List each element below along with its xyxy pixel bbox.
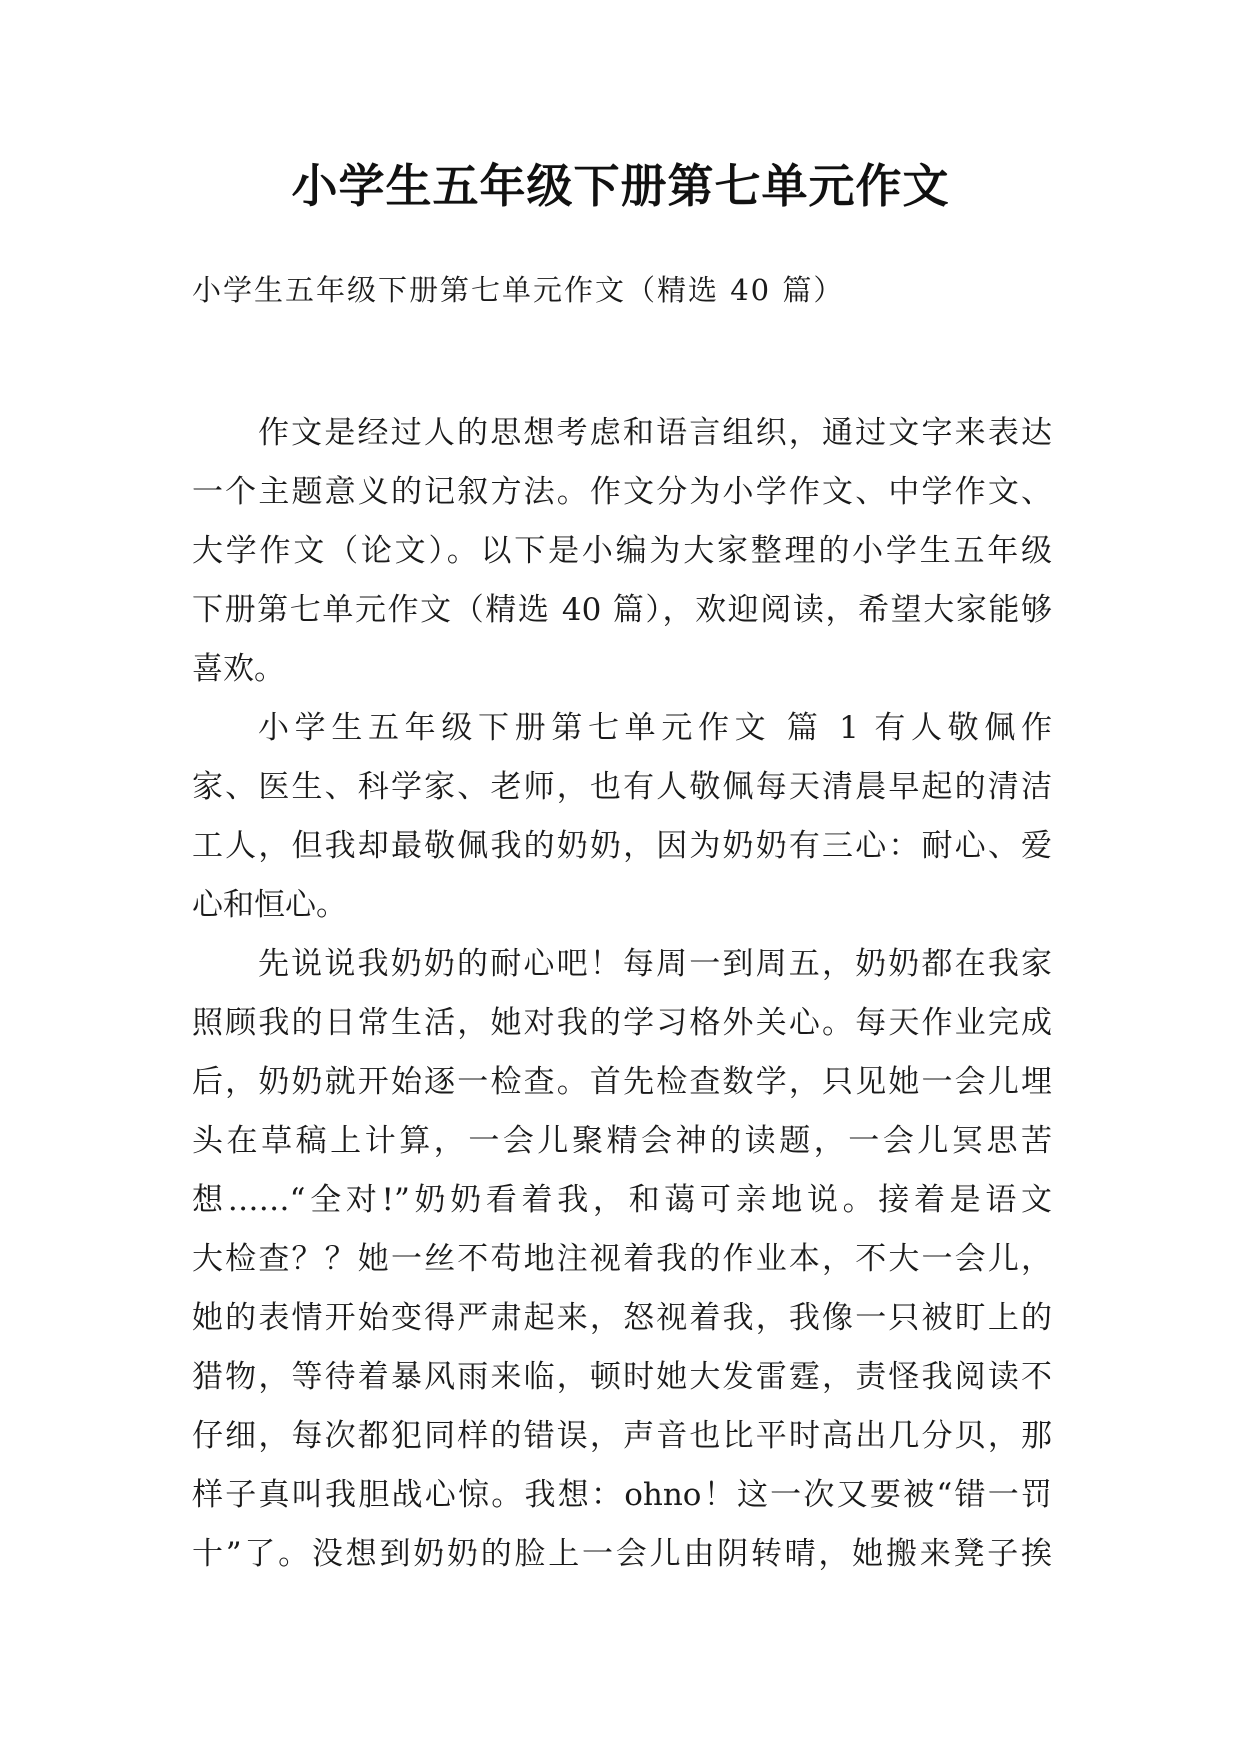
document-subtitle: 小学生五年级下册第七单元作文（精选 40 篇）: [192, 273, 845, 307]
text-line: 工人，但我却最敬佩我的奶奶，因为奶奶有三心：耐心、爱: [192, 828, 1052, 864]
text-line: 大学作文（论文）。以下是小编为大家整理的小学生五年级: [192, 533, 1052, 569]
text-line: 先说说我奶奶的耐心吧！每周一到周五，奶奶都在我家: [258, 946, 1052, 982]
text-line: 样子真叫我胆战心惊。我想：ohno！这一次又要被“错一罚: [192, 1477, 1052, 1513]
text-line: 下册第七单元作文（精选 40 篇），欢迎阅读，希望大家能够: [192, 592, 1052, 628]
text-line: 十”了。没想到奶奶的脸上一会儿由阴转晴，她搬来凳子挨: [192, 1536, 1052, 1572]
text-line: 一个主题意义的记叙方法。作文分为小学作文、中学作文、: [192, 474, 1052, 510]
text-line: 家、医生、科学家、老师，也有人敬佩每天清晨早起的清洁: [192, 769, 1052, 805]
text-line: 仔细，每次都犯同样的错误，声音也比平时高出几分贝，那: [192, 1418, 1052, 1454]
text-line: 小学生五年级下册第七单元作文 篇 1 有人敬佩作: [258, 710, 1052, 746]
text-line: 她的表情开始变得严肃起来，怒视着我，我像一只被盯上的: [192, 1300, 1052, 1336]
text-line: 心和恒心。: [192, 887, 347, 923]
text-line: 作文是经过人的思想考虑和语言组织，通过文字来表达: [258, 415, 1052, 451]
document-body: [192, 404, 1052, 1584]
text-line: 后，奶奶就开始逐一检查。首先检查数学，只见她一会儿埋: [192, 1064, 1052, 1100]
text-line: 照顾我的日常生活，她对我的学习格外关心。每天作业完成: [192, 1005, 1052, 1041]
text-line: 头在草稿上计算，一会儿聚精会神的读题，一会儿冥思苦: [192, 1123, 1052, 1159]
text-line: 大检查？？她一丝不苟地注视着我的作业本，不大一会儿，: [192, 1241, 1052, 1277]
text-line: 喜欢。: [192, 651, 285, 687]
text-line: 想……“全对!”奶奶看着我，和蔼可亲地说。接着是语文: [192, 1182, 1052, 1218]
text-line: 猎物，等待着暴风雨来临，顿时她大发雷霆，责怪我阅读不: [192, 1359, 1052, 1395]
document-title: 小学生五年级下册第七单元作文: [291, 159, 950, 213]
